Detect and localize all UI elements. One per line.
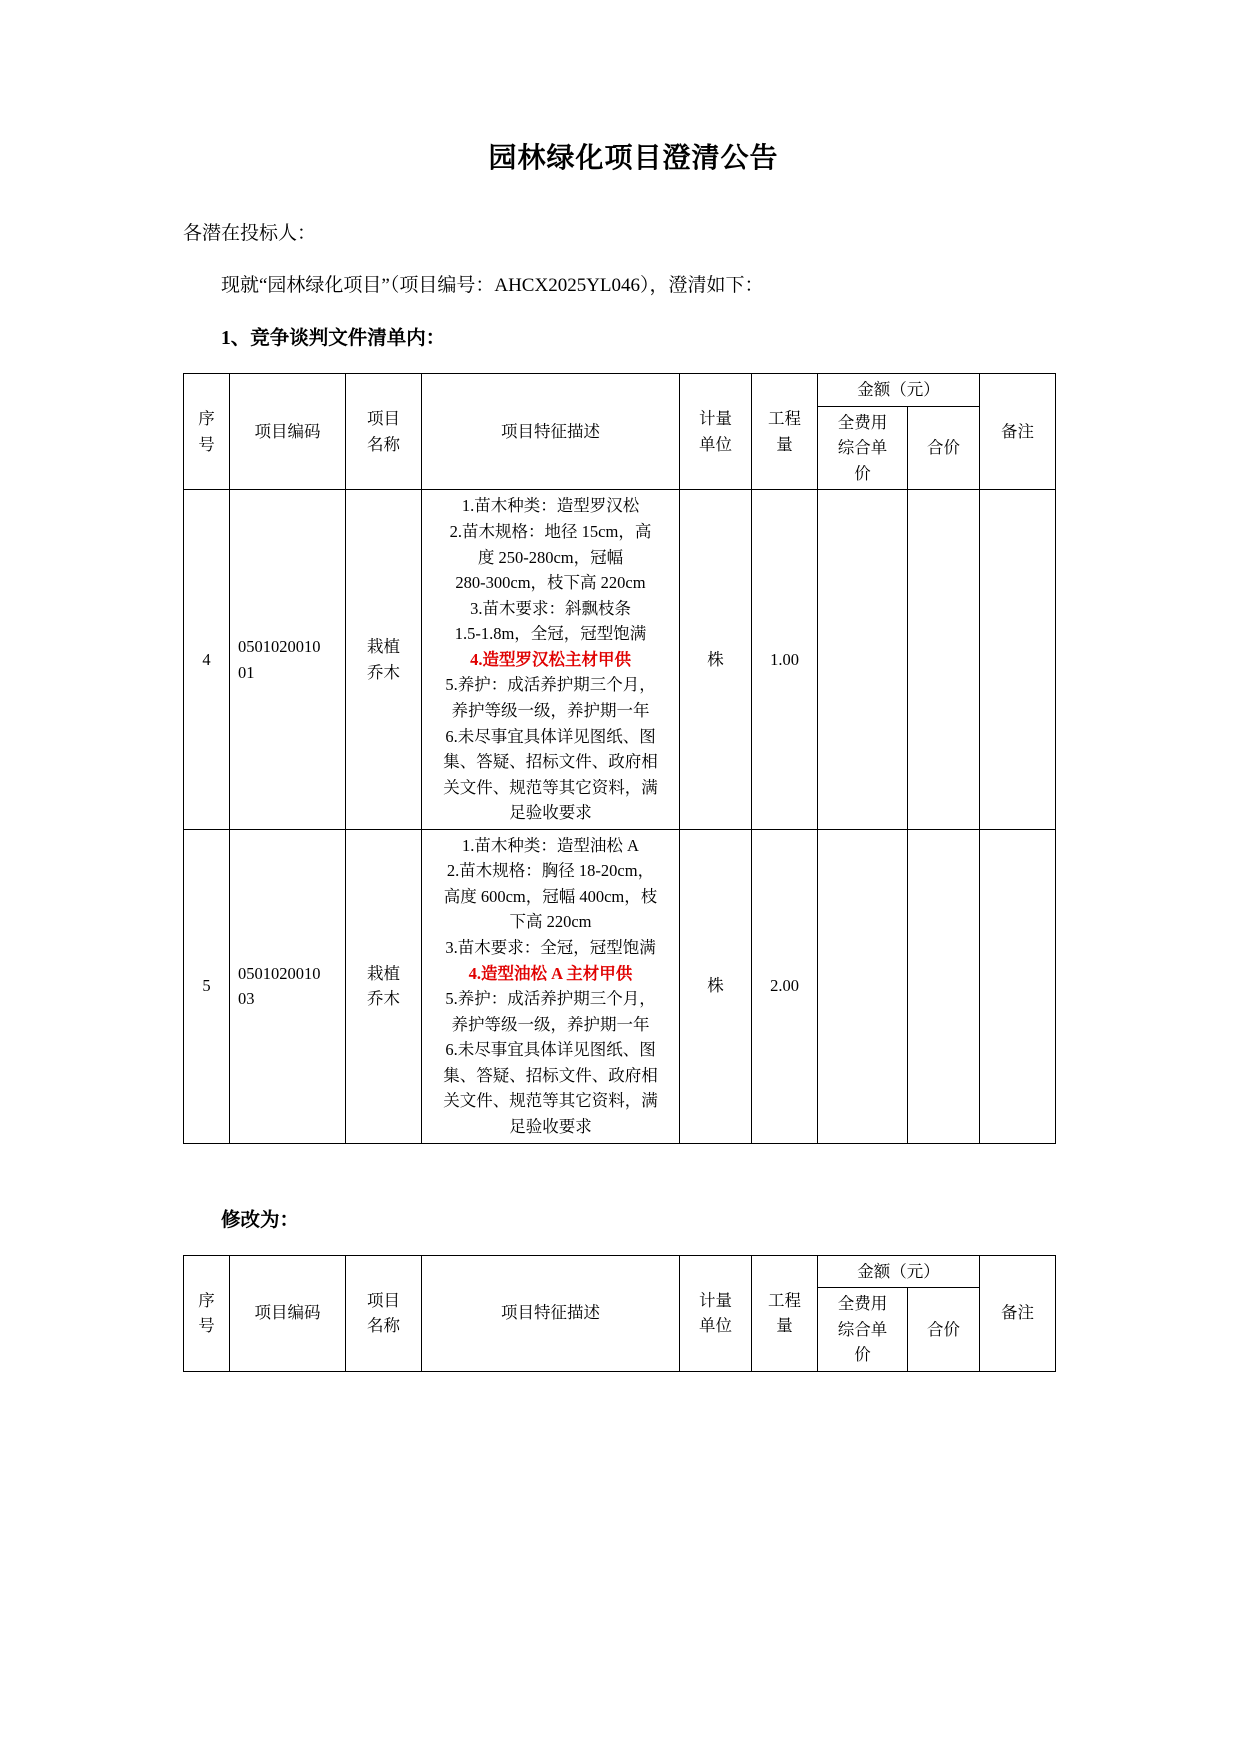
header-quantity: 工程 量 [752, 374, 818, 490]
header-item-name: 项目 名称 [346, 1255, 422, 1371]
header-total-price: 合价 [908, 406, 980, 490]
cell-item-code: 0501020010 03 [230, 829, 346, 1143]
cell-quantity: 2.00 [752, 829, 818, 1143]
cell-item-name: 栽植 乔木 [346, 490, 422, 829]
table-row [184, 829, 1056, 1143]
cell-unit: 株 [680, 829, 752, 1143]
cell-remark [980, 829, 1056, 1143]
cell-total-price [908, 490, 980, 829]
cell-no: 5 [184, 829, 230, 1143]
salutation-text: 各潜在投标人： [183, 223, 317, 244]
cell-item-code: 0501020010 01 [230, 490, 346, 829]
header-remark: 备注 [980, 374, 1056, 490]
header-remark: 备注 [980, 1255, 1056, 1371]
cell-unit: 株 [680, 490, 752, 829]
page-title: 园林绿化项目澄清公告 [488, 142, 779, 173]
header-unit-price: 全费用 综合单 价 [818, 406, 908, 490]
header-total-price: 合价 [908, 1288, 980, 1372]
header-item-description: 项目特征描述 [422, 1255, 680, 1371]
modify-heading: 修改为： [221, 1209, 300, 1231]
cell-quantity: 1.00 [752, 490, 818, 829]
cell-unit-price [818, 829, 908, 1143]
header-item-code: 项目编码 [230, 1255, 346, 1371]
header-no: 序 号 [184, 1255, 230, 1371]
header-amount: 金额（元） [818, 374, 980, 407]
intro-paragraph: 现就“园林绿化项目”（项目编号：AHCX2025YL046），澄清如下： [221, 275, 764, 297]
table-row [184, 490, 1056, 829]
cell-no: 4 [184, 490, 230, 829]
cell-item-name: 栽植 乔木 [346, 829, 422, 1143]
header-item-code: 项目编码 [230, 374, 346, 490]
cell-item-description: 1.苗木种类：造型罗汉松 2.苗木规格：地径 15cm，高 度 250-280cm，冠幅 280-300cm，枝下高 220cm 3.苗木要求：斜飘枝条 1.5-1.8m，全冠，冠型饱满 4.造型罗汉松主材甲供 5.养护：成活养护期三个月， 养护等级一级，养护期一年 6.未尽事宜具体详见图纸、图 集、答疑、招标文件、政府相 关文件、规范等其它资料，满 足验收要求 [422, 490, 680, 829]
bill-of-quantities-table-original [183, 373, 1056, 1143]
header-unit: 计量 单位 [680, 374, 752, 490]
table1-body [184, 490, 1056, 1143]
header-item-name: 项目 名称 [346, 374, 422, 490]
cell-total-price [908, 829, 980, 1143]
cell-remark [980, 490, 1056, 829]
header-unit: 计量 单位 [680, 1255, 752, 1371]
section1-heading: 1、竞争谈判文件清单内： [221, 328, 446, 350]
header-no: 序 号 [184, 374, 230, 490]
table-header-row-1 [184, 1255, 1056, 1288]
header-unit-price: 全费用 综合单 价 [818, 1288, 908, 1372]
header-quantity: 工程 量 [752, 1255, 818, 1371]
cell-unit-price [818, 490, 908, 829]
bill-of-quantities-table-revised [183, 1255, 1056, 1372]
table-header-row-1 [184, 374, 1056, 407]
header-item-description: 项目特征描述 [422, 374, 680, 490]
cell-item-description: 1.苗木种类：造型油松 A 2.苗木规格：胸径 18-20cm， 高度 600cm，冠幅 400cm，枝 下高 220cm 3.苗木要求：全冠，冠型饱满 4.造型油松 A 主材甲供 5.养护：成活养护期三个月， 养护等级一级，养护期一年 6.未尽事宜具体详见图纸、图 集、答疑、招标文件、政府相 关文件、规范等其它资料，满 足验收要求 [422, 829, 680, 1143]
header-amount: 金额（元） [818, 1255, 980, 1288]
